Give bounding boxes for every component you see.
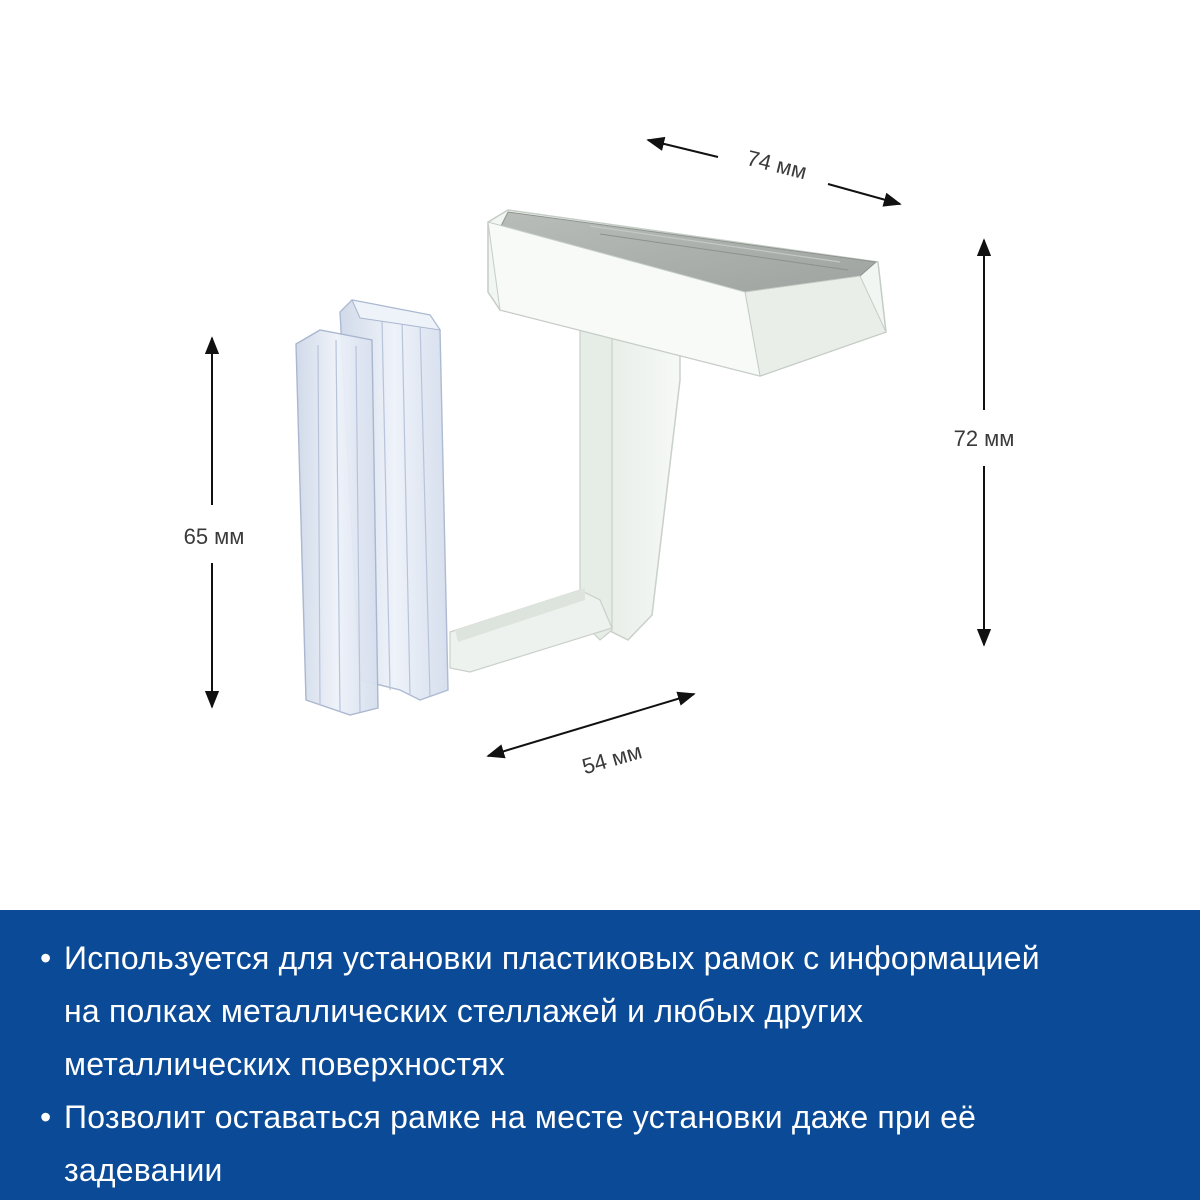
dimension-label-holder-height: 65 мм — [183, 524, 245, 549]
dimension-depth — [488, 694, 694, 779]
dimension-total-height — [954, 240, 1015, 645]
bullet-icon: • — [40, 1099, 52, 1135]
dimension-label-depth: 54 мм — [579, 738, 645, 780]
bullet-icon: • — [40, 940, 52, 976]
magnet-top — [488, 210, 886, 376]
dimension-holder-height — [184, 338, 245, 707]
dimension-label-top-width: 74 мм — [744, 145, 810, 185]
feature-banner — [0, 910, 1200, 1200]
clear-label-holder — [296, 300, 448, 715]
feature-item — [40, 1091, 1160, 1197]
feature-item — [40, 932, 1160, 1091]
feature-text: Позволит оставаться рамке на месте установки даже при её задевании — [64, 1099, 977, 1188]
dimension-label-total-height: 72 мм — [953, 426, 1015, 451]
dimension-top-width — [648, 140, 900, 204]
feature-text: Используется для установки пластиковых рамок с информацией на полках металлических стеллажей и любых других металлических поверхностях — [64, 940, 1040, 1082]
